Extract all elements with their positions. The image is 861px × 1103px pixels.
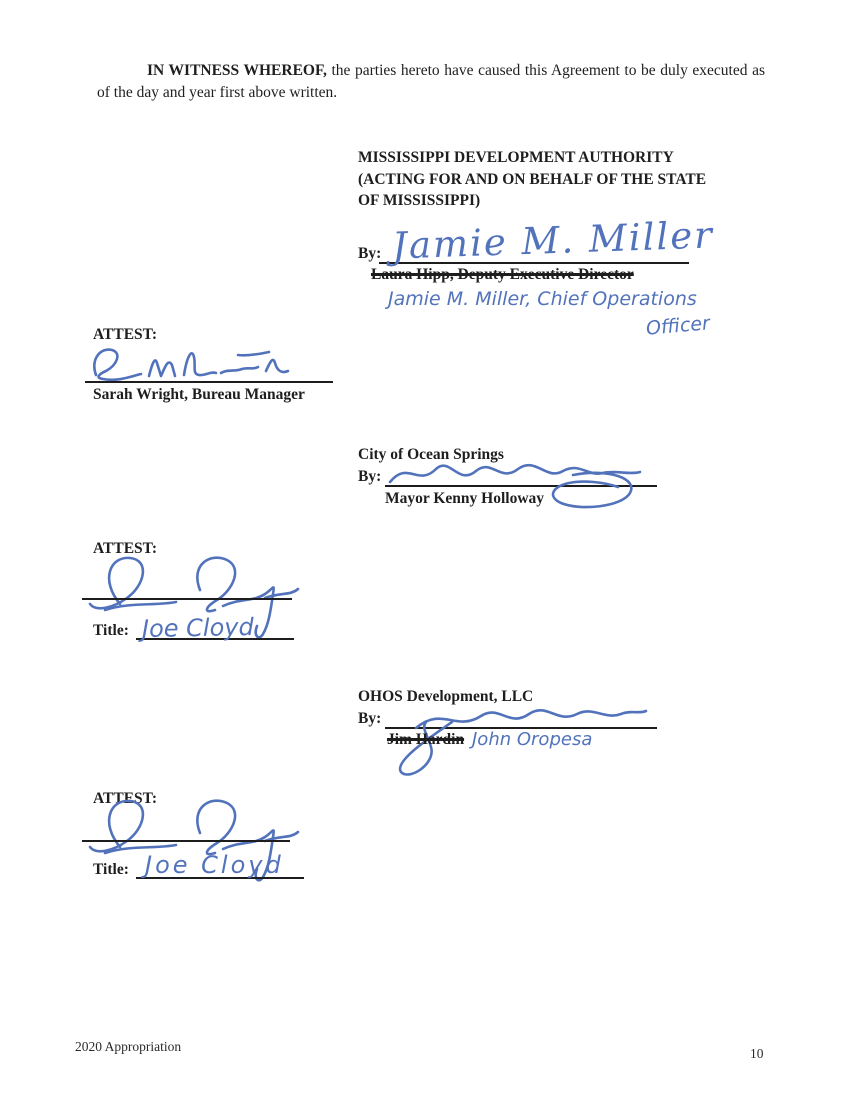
struck-name-laura-hipp: Laura Hipp, Deputy Executive Director: [371, 266, 634, 283]
handwritten-title-joe-cloyd-ohos: Joe Cloyd: [145, 851, 284, 879]
mda-authority-name: [358, 147, 706, 212]
attest-ohos-signature-line: [82, 840, 290, 842]
handwritten-title-joe-cloyd-city: Joe Cloyd: [141, 613, 254, 643]
city-by-label: By:: [358, 468, 382, 485]
ohos-by-label: By:: [358, 710, 382, 727]
witness-paragraph: [97, 60, 765, 104]
mda-name-line3: OF MISSISSIPPI): [358, 192, 481, 209]
attest-city-signature-line: [82, 598, 292, 600]
handwritten-jamie-miller-title-line1: Jamie M. Miller, Chief Operations: [388, 288, 697, 310]
footer-appropriation-text: 2020 Appropriation: [75, 1039, 182, 1054]
ohos-title-label: Title:: [93, 861, 129, 878]
handwritten-name-john-oropesa: John Oropesa: [472, 729, 593, 750]
attest-label-mda: ATTEST:: [93, 326, 158, 343]
company-name-city-of-ocean-springs: City of Ocean Springs: [358, 446, 504, 463]
handwritten-jamie-miller-title-line2: Officer: [645, 312, 711, 340]
signer-title-mayor-kenny-holloway: Mayor Kenny Holloway: [385, 490, 545, 507]
mda-name-line1: MISSISSIPPI DEVELOPMENT AUTHORITY: [358, 149, 674, 166]
struck-name-jim-hardin: Jim Hardin: [387, 731, 465, 748]
city-title-label: Title:: [93, 622, 129, 639]
signature-jamie-miller: Jamie M. Miller: [391, 213, 715, 268]
attest-label-city: ATTEST:: [93, 540, 158, 557]
attest-label-ohos: ATTEST:: [93, 790, 158, 807]
mda-name-line2: (ACTING FOR AND ON BEHALF OF THE STATE: [358, 170, 707, 188]
signer-name-sarah-wright: Sarah Wright, Bureau Manager: [93, 386, 305, 403]
attest-mda-signature-line: [85, 381, 333, 383]
witness-lead: IN WITNESS WHEREOF,: [147, 62, 327, 79]
company-name-ohos-development: OHOS Development, LLC: [358, 688, 534, 705]
page-number: 10: [750, 1046, 764, 1061]
mda-by-label: By:: [358, 245, 382, 262]
witness-body: the parties hereto have caused this Agreement to be duly executed as of the day and year first above written.: [97, 62, 765, 101]
